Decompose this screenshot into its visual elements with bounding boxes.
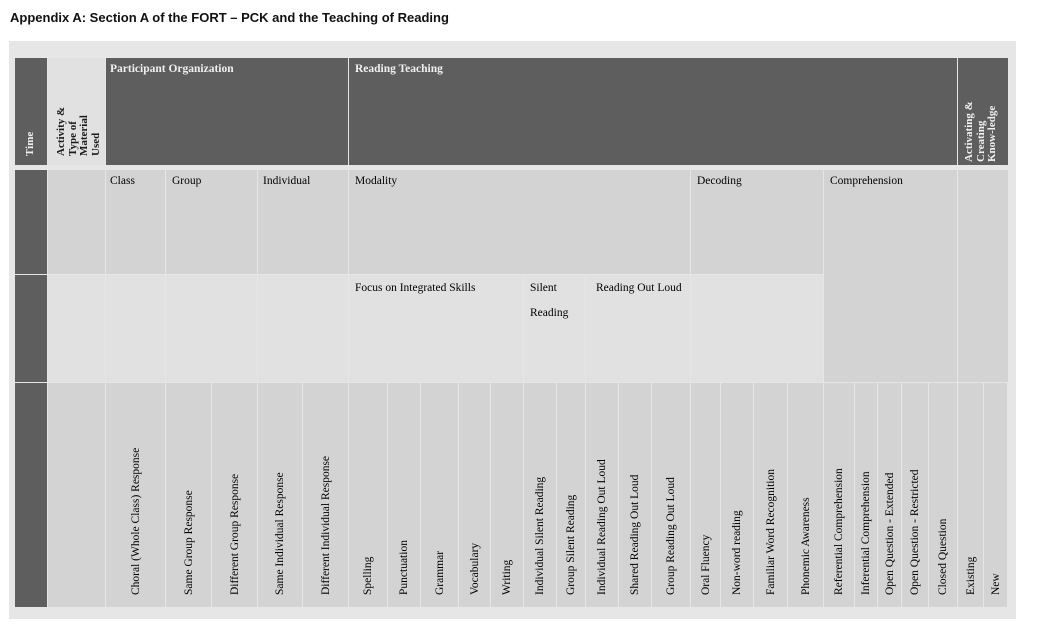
column-cell — [855, 383, 877, 607]
time-header: Time — [24, 131, 36, 156]
silent-reading-cell: Silent Reading — [524, 275, 585, 382]
column-label: Existing — [965, 556, 977, 595]
column-cell — [824, 383, 854, 607]
class-cell: Class — [106, 170, 165, 274]
column-cell — [166, 383, 211, 607]
column-cell — [258, 383, 302, 607]
column-cell — [878, 383, 901, 607]
column-label: Shared Reading Out Loud — [629, 474, 641, 595]
activity-column-cell — [48, 275, 105, 382]
column-cell — [619, 383, 651, 607]
column-label: Same Group Response — [183, 490, 195, 595]
modality-cell: Modality — [349, 170, 690, 274]
column-label: Grammar — [434, 550, 446, 595]
decoding-cell: Decoding — [691, 170, 823, 274]
column-cell — [721, 383, 753, 607]
column-cell — [303, 383, 348, 607]
page-title: Appendix A: Section A of the FORT – PCK and the Teaching of Reading — [10, 10, 449, 25]
column-label: Choral (Whole Class) Response — [130, 447, 142, 595]
reading-teaching-header: Reading Teaching — [349, 58, 957, 165]
individual-empty-cell — [258, 275, 348, 382]
column-cell — [421, 383, 458, 607]
column-label: Open Question - Extended — [884, 472, 896, 595]
column-cell — [788, 383, 823, 607]
activity-header-cell — [48, 58, 105, 165]
column-label: Closed Question — [937, 518, 949, 595]
column-cell — [388, 383, 420, 607]
column-cell — [459, 383, 490, 607]
individual-cell: Individual — [258, 170, 348, 274]
column-cell — [754, 383, 787, 607]
time-column-cell — [15, 170, 47, 274]
focus-integrated-skills-cell: Focus on Integrated Skills — [349, 275, 523, 382]
column-cell — [652, 383, 690, 607]
column-label: Different Individual Response — [320, 455, 332, 595]
time-column-cell — [15, 275, 47, 382]
column-label: Open Question - Restricted — [909, 469, 921, 595]
column-label: Individual Reading Out Loud — [596, 459, 608, 595]
comprehension-cell: Comprehension — [824, 170, 957, 382]
column-cell — [557, 383, 585, 607]
column-label: Referential Comprehension — [833, 468, 845, 595]
time-column-cell — [15, 383, 47, 607]
column-cell — [902, 383, 928, 607]
column-label: Group Silent Reading — [565, 494, 577, 595]
column-label: Different Group Response — [229, 473, 241, 595]
column-label: Familiar Word Recognition — [765, 469, 777, 595]
decoding-empty-cell — [691, 275, 823, 382]
group-empty-cell — [166, 275, 257, 382]
column-label: Writing — [501, 559, 513, 595]
column-label: Non-word reading — [731, 510, 743, 595]
column-cell — [491, 383, 523, 607]
activating-header: Activating & Creating Know-ledge — [963, 101, 999, 162]
column-cell — [984, 383, 1007, 607]
column-label: Group Reading Out Loud — [665, 477, 677, 595]
column-label: Spelling — [362, 556, 374, 595]
column-label: Oral Fluency — [700, 534, 712, 595]
activity-header: Activity & Type of Material Used — [55, 106, 102, 156]
column-label: Phonemic Awareness — [800, 497, 812, 595]
column-cell — [586, 383, 618, 607]
column-cell — [929, 383, 957, 607]
column-cell — [212, 383, 257, 607]
column-cell — [349, 383, 387, 607]
class-empty-cell — [106, 275, 165, 382]
column-label: New — [990, 573, 1002, 595]
activity-column-cell — [48, 170, 105, 274]
column-label: Inferential Comprehension — [860, 471, 872, 595]
column-cell — [106, 383, 165, 607]
column-cell — [958, 383, 983, 607]
activating-column-cell — [958, 170, 1008, 382]
column-cell — [691, 383, 720, 607]
activating-header-cell — [958, 58, 1008, 165]
column-label: Same Individual Response — [274, 472, 286, 595]
participant-organization-header: Participant Organization — [106, 58, 348, 165]
column-label: Individual Silent Reading — [534, 476, 546, 595]
column-label: Vocabulary — [469, 542, 481, 595]
reading-out-loud-cell: Reading Out Loud — [586, 275, 690, 382]
column-label: Punctuation — [398, 540, 410, 595]
column-cell — [524, 383, 556, 607]
fort-table — [9, 41, 1016, 619]
activity-column-cell — [48, 383, 105, 607]
time-header-cell — [15, 58, 47, 165]
group-cell: Group — [166, 170, 257, 274]
